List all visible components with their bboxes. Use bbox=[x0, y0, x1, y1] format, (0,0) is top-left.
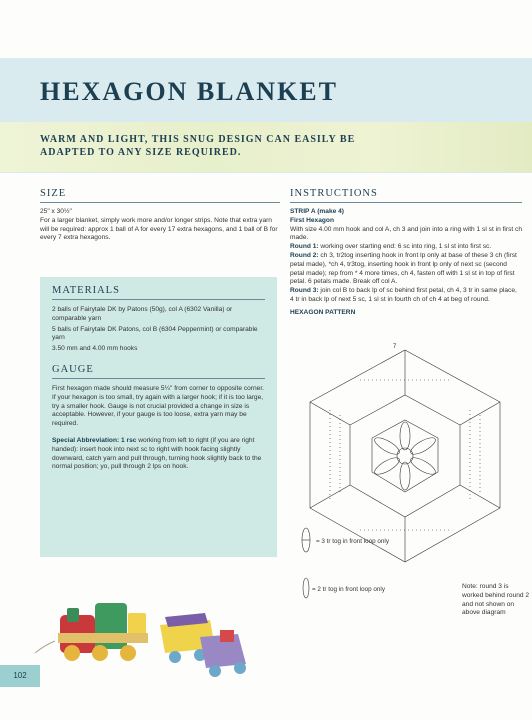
abbreviation bbox=[52, 437, 265, 472]
materials-rule bbox=[52, 299, 265, 300]
materials-box bbox=[40, 277, 277, 557]
materials-heading: MATERIALS bbox=[52, 285, 120, 296]
instructions-rule bbox=[290, 202, 522, 203]
gauge-rule bbox=[52, 378, 265, 379]
round-2 bbox=[290, 252, 522, 287]
round-2-label: Round 2: bbox=[290, 251, 319, 259]
page-subtitle: WARM AND LIGHT, THIS SNUG DESIGN CAN EASILY BE ADAPTED TO ANY SIZE REQUIRED. bbox=[40, 134, 356, 158]
legend-2tr: = 2 tr tog in front loop only bbox=[312, 586, 385, 593]
round-1 bbox=[290, 243, 522, 252]
abbreviation-text: working from left to right (if you are right handed): insert hook into next sc to right with hook facing slightly downward, catch yarn and pull through, turning hook slightly back to the normal position; yo, pull through 2 lps on hook. bbox=[52, 436, 262, 471]
first-hexagon-heading: First Hexagon bbox=[290, 216, 334, 224]
size-rule bbox=[40, 202, 280, 203]
round-3-label: Round 3: bbox=[290, 287, 319, 295]
round-1-label: Round 1: bbox=[290, 243, 319, 251]
abbreviation-label: Special Abbreviation: 1 rsc bbox=[52, 436, 137, 444]
round-3-text: join col B to back lp of sc behind first petal, ch 4, 3 tr in same place, 4 tr in back lp of next 5 sc, 1 sl st in fourth ch of ch 4 at beg of round. bbox=[290, 287, 517, 303]
size-section bbox=[40, 188, 280, 243]
size-dimensions: 25" x 30½" bbox=[40, 208, 72, 215]
round-2-text: ch 3, tr2tog inserting hook in front lp only at base of these 3 ch (first petal made), *ch 4, tr3tog, inserting hook in front lp only of next sc (second petal made); rep from * 4 more times, ch 4, fasten off with 1 sl st in top of first petal. 6 petals made. Break off col A. bbox=[290, 251, 517, 286]
toy-train-illustration bbox=[0, 575, 280, 685]
page-number: 102 bbox=[0, 665, 40, 687]
page-title: HEXAGON BLANKET bbox=[40, 77, 338, 106]
gauge-heading: GAUGE bbox=[52, 363, 94, 375]
round-1-text: working over starting end: 6 sc into ring, 1 sl st into first sc. bbox=[318, 243, 492, 251]
intro-text: With size 4.00 mm hook and col A, ch 3 and join into a ring with 1 sl st in first ch made. bbox=[290, 225, 522, 242]
legend-3tr: = 3 tr tog in front loop only bbox=[316, 538, 389, 545]
strip-heading: STRIP A (make 4) bbox=[290, 208, 344, 215]
size-text: For a larger blanket, simply work more and/or longer strips. Note that extra yarn will be required: approx 1 ball of A for every 17 extra hexagons, and 1 ball of B for every 7 extra hexagons. bbox=[40, 216, 278, 242]
materials-item: 5 balls of Fairytale DK Patons, col B (6304 Peppermint) or comparable yarn bbox=[52, 325, 258, 342]
instructions-section bbox=[290, 188, 522, 318]
materials-item: 2 balls of Fairytale DK by Patons (50g), col A (6302 Vanilla) or comparable yarn bbox=[52, 306, 233, 322]
diagram-note: Note: round 3 is worked behind round 2 and not shown on above diagram bbox=[462, 583, 530, 617]
size-heading: SIZE bbox=[40, 188, 67, 199]
hexagon-pattern-diagram bbox=[290, 340, 522, 610]
pattern-label: HEXAGON PATTERN bbox=[290, 308, 356, 316]
round-3 bbox=[290, 287, 522, 305]
instructions-heading: INSTRUCTIONS bbox=[290, 188, 378, 199]
gauge-text: First hexagon made should measure 5¼" from corner to opposite corner. If your hexagon is too small, try again with a larger hook; if it is too large, try a smaller hook. Gauge is not crucial provided a change in size is acceptable. However, if your gauge is too loose, extra yarn may be required. bbox=[52, 384, 264, 428]
diagram-start-label: 7 bbox=[393, 344, 397, 350]
materials-item: 3.50 mm and 4.00 mm hooks bbox=[52, 345, 138, 353]
